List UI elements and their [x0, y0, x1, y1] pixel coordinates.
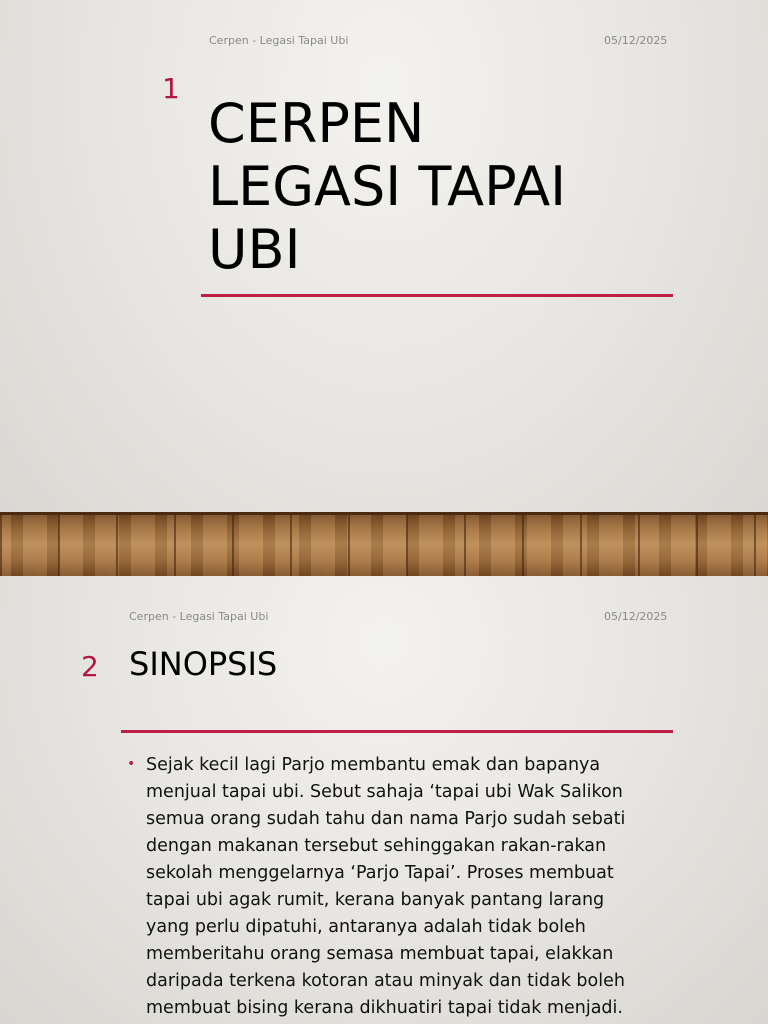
text-line: daripada terkena kotoran atau minyak dan tidak boleh — [146, 971, 625, 991]
text-line: Sejak kecil lagi Parjo membantu emak dan bapanya — [146, 755, 601, 775]
text-line: yang perlu dipatuhi, antaranya adalah tidak boleh — [146, 917, 586, 937]
text-line: semua orang sudah tahu dan nama Parjo sudah sebati — [146, 809, 626, 829]
title-line: LEGASI TAPAI — [208, 155, 567, 218]
synopsis-paragraph — [146, 752, 686, 1022]
slide-title: SINOPSIS — [129, 645, 278, 683]
title-underline — [201, 294, 673, 297]
slide-header-title: Cerpen - Legasi Tapai Ubi — [129, 610, 269, 623]
text-line: memberitahu orang semasa membuat tapai, elakkan — [146, 944, 614, 964]
text-line: membuat bising kerana dikhuatiri tapai tidak menjadi. — [146, 998, 623, 1018]
text-line: tapai ubi agak rumit, kerana banyak pantang larang — [146, 890, 605, 910]
slide-number: 1 — [162, 72, 180, 105]
wooden-floor-image — [0, 512, 768, 576]
text-line: menjual tapai ubi. Sebut sahaja ‘tapai ubi Wak Salikon — [146, 782, 623, 802]
slide-header-date: 05/12/2025 — [604, 610, 668, 623]
title-line: UBI — [208, 218, 301, 281]
title-underline — [121, 730, 673, 733]
slide-number: 2 — [81, 650, 99, 683]
floor-edge — [0, 512, 768, 515]
slide-header-title: Cerpen - Legasi Tapai Ubi — [209, 34, 349, 47]
title-line: CERPEN — [208, 92, 425, 155]
slide-title — [208, 92, 566, 281]
bullet-icon: • — [127, 756, 136, 772]
text-line: sekolah menggelarnya ‘Parjo Tapai’. Proses membuat — [146, 863, 614, 883]
slide-header-date: 05/12/2025 — [604, 34, 668, 47]
text-line: dengan makanan tersebut sehinggakan rakan-rakan — [146, 836, 607, 856]
